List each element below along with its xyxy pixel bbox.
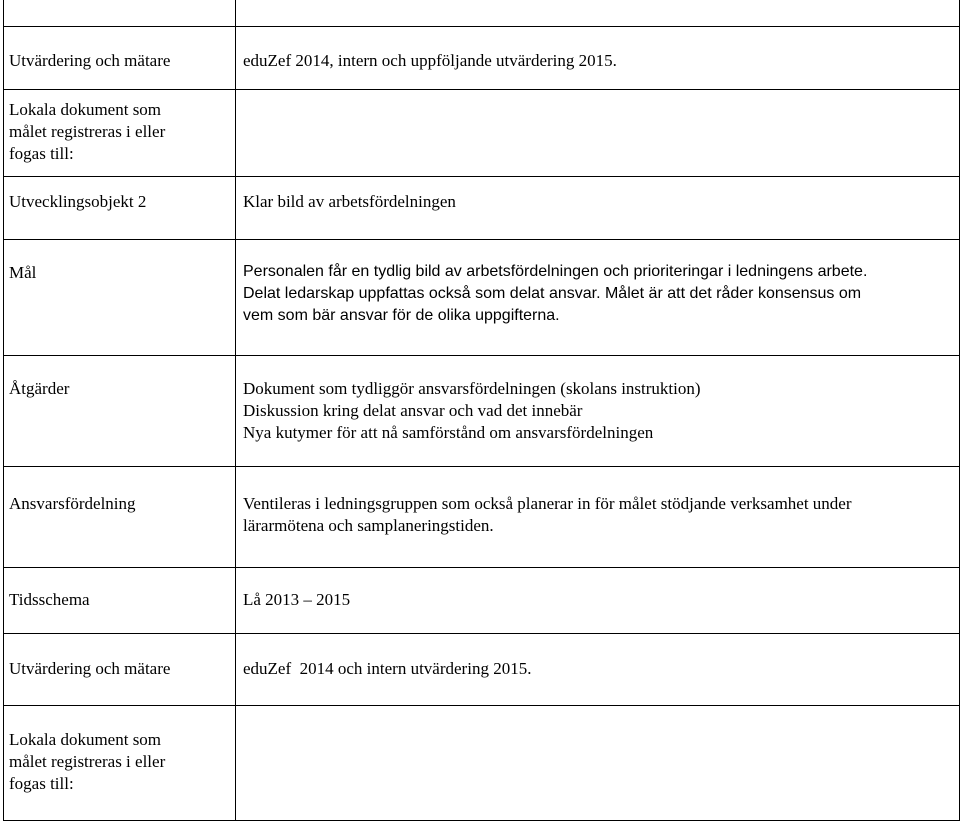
row-value-line: Delat ledarskap uppfattas också som delat ansvar. Målet är att det råder konsensus om (243, 285, 862, 302)
row-border (4, 567, 959, 568)
row-label (9, 729, 165, 795)
row-border (4, 239, 959, 240)
row-value (243, 493, 852, 537)
row-value-line: Diskussion kring delat ansvar och vad det innebär (243, 401, 583, 420)
row-value: eduZef 2014, intern och uppföljande utvärdering 2015. (243, 51, 617, 70)
row-label: Tidsschema (9, 590, 90, 609)
row-border (4, 355, 959, 356)
row-value-line: Nya kutymer för att nå samförstånd om ansvarsfördelningen (243, 423, 654, 442)
row-label-line: målet registreras i eller (9, 752, 166, 771)
row-value: eduZef 2014 och intern utvärdering 2015. (243, 659, 532, 678)
row-border (4, 633, 959, 634)
row-border (4, 26, 959, 27)
row-label-line: fogas till: (9, 144, 74, 163)
row-value-line: Dokument som tydliggör ansvarsfördelningen (skolans instruktion) (243, 379, 701, 398)
row-label-line: Lokala dokument som (9, 730, 162, 749)
row-label: Utvärdering och mätare (9, 659, 171, 678)
row-border (4, 176, 959, 177)
row-border (4, 705, 959, 706)
row-value (243, 378, 701, 444)
row-value-line: Ventileras i ledningsgruppen som också planerar in för målet stödjande verksamhet under (243, 494, 852, 513)
row-label-line: Lokala dokument som (9, 100, 162, 119)
row-label: Utvecklingsobjekt 2 (9, 192, 147, 211)
row-value: Lå 2013 – 2015 (243, 590, 351, 609)
row-label: Utvärdering och mätare (9, 51, 171, 70)
row-label (9, 99, 165, 165)
row-label-line: fogas till: (9, 774, 74, 793)
row-value: Klar bild av arbetsfördelningen (243, 192, 456, 211)
row-value-line: vem som bär ansvar för de olika uppgifterna. (243, 307, 560, 324)
row-border (4, 466, 959, 467)
row-value-line: lärarmötena och samplaneringstiden. (243, 516, 494, 535)
row-label: Åtgärder (9, 379, 70, 398)
row-label: Ansvarsfördelning (9, 494, 136, 513)
row-value (243, 261, 867, 327)
row-label: Mål (9, 263, 37, 282)
row-value-line: Personalen får en tydlig bild av arbetsfördelningen och prioriteringar i ledningens arbete. (243, 263, 868, 280)
row-border (4, 89, 959, 90)
column-divider (235, 0, 236, 821)
row-label-line: målet registreras i eller (9, 122, 166, 141)
